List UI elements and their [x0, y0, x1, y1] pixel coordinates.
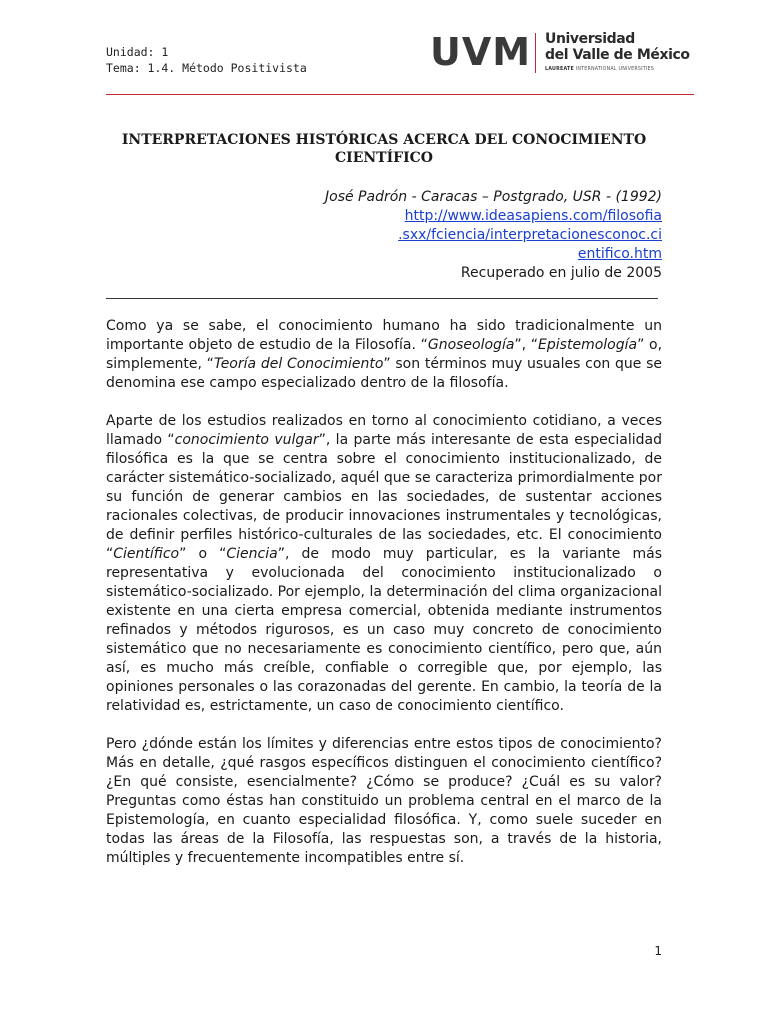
- topic-label: Tema: 1.4. Método Positivista: [106, 61, 307, 75]
- paragraph-2: [106, 412, 662, 716]
- source-link-line3[interactable]: entifico.htm: [577, 246, 662, 262]
- paragraph-3: Pero ¿dónde están los límites y diferencias entre estos tipos de conocimiento? Más en detalle, ¿qué rasgos específicos distinguen el conocimiento científico? ¿En qué consiste, esencialmente? ¿Cómo se produce? ¿Cuál es su valor? Preguntas como éstas han constituido un problema central en el marco de la Epistemología, en cuanto especialidad filosófica. Y, como suele suceder en todas las áreas de la Filosofía, las respuestas son, a través de la historia, múltiples y frecuentemente incompatibles entre sí.: [106, 736, 662, 866]
- p2-term-ciencia: Ciencia: [226, 546, 278, 562]
- university-logo: [430, 30, 690, 76]
- p1-term-gnoseologia: Gnoseología: [427, 337, 515, 353]
- logo-tagline-strong: LAUREATE: [545, 67, 574, 72]
- header-divider: [106, 94, 694, 95]
- p1-term-epistemologia: Epistemología: [538, 337, 638, 353]
- logo-name: [545, 31, 690, 63]
- author-line: José Padrón - Caracas – Postgrado, USR - (1992): [325, 189, 662, 205]
- p2-text-c: ”, la parte más interesante de esta especialidad filosófica es la que se centra sobre el conocimiento institucionalizado, de carácter sistemático-socializado, aquél que se caracteriza primordialmente por su función de generar cambios en las sociedades, de sustentar acciones racionales colectivas, de producir innovaciones instrumentales y tecnológicas, de definir perfiles histórico-culturales de las sociedades, etc. El conocimiento “: [106, 432, 663, 562]
- logo-divider: [535, 33, 536, 73]
- p1-text-c: ”, “: [514, 337, 539, 353]
- source-link-line1[interactable]: http://www.ideasapiens.com/filosofia: [404, 208, 662, 224]
- title-line1: INTERPRETACIONES HISTÓRICAS ACERCA DEL CONOCIMIENTO: [121, 132, 647, 148]
- logo-tagline: [545, 67, 654, 72]
- p1-text-a: Como ya se sabe, el conocimiento humano ha sido tradicionalmente un importante objeto de estudio de la Filosofía. “: [106, 318, 662, 353]
- p2-text-a: Aparte de los estudios realizados en torno al conocimiento cotidiano, a veces llamado “: [106, 413, 662, 448]
- retrieved-date: Recuperado en julio de 2005: [460, 265, 662, 281]
- p1-text-g: ” son términos muy usuales con que se denomina ese campo especializado dentro de la filosofía.: [106, 356, 662, 391]
- title-line2: CIENTÍFICO: [335, 150, 433, 166]
- document-title: [106, 131, 662, 167]
- source-link-line2[interactable]: .sxx/fciencia/interpretacionesconoc.ci: [398, 227, 662, 243]
- byline: [302, 188, 662, 283]
- p1-term-teoria: Teoría del Conocimiento: [213, 356, 384, 372]
- paragraph-1: [106, 317, 662, 393]
- logo-name-line2: del Valle de México: [545, 47, 690, 63]
- byline-separator: [106, 298, 658, 299]
- p2-text-g: ”, de modo muy particular, es la variante más representativa y evolucionada del conocimiento institucionalizado o sistemático-socializado. Por ejemplo, la determinación del clima organizacional existente en una cierta empresa comercial, obtenida mediante instrumentos refinados y métodos rigurosos, es un caso muy concreto de conocimiento sistemático que no necesariamente es conocimiento científico, pero que, aún así, es mucho más creíble, confiable o corregible que, por ejemplo, las opiniones personales o las corazonadas del gerente. En cambio, la teoría de la relatividad es, estrictamente, un caso de conocimiento científico.: [106, 546, 662, 714]
- logo-tagline-rest: INTERNATIONAL UNIVERSITIES: [575, 67, 654, 72]
- unit-label: Unidad: 1: [106, 45, 169, 59]
- p2-term-cientifico: Científico: [113, 546, 180, 562]
- p2-term-vulgar: conocimiento vulgar: [174, 432, 319, 448]
- page-number: 1: [654, 944, 662, 958]
- document-header: [106, 44, 307, 76]
- logo-name-line1: Universidad: [545, 31, 635, 47]
- document-body: [106, 317, 662, 887]
- p1-text-e: ” o, simplemente, “: [106, 337, 663, 372]
- p2-text-e: ” o “: [179, 546, 227, 562]
- logo-mark: UVM: [430, 30, 532, 74]
